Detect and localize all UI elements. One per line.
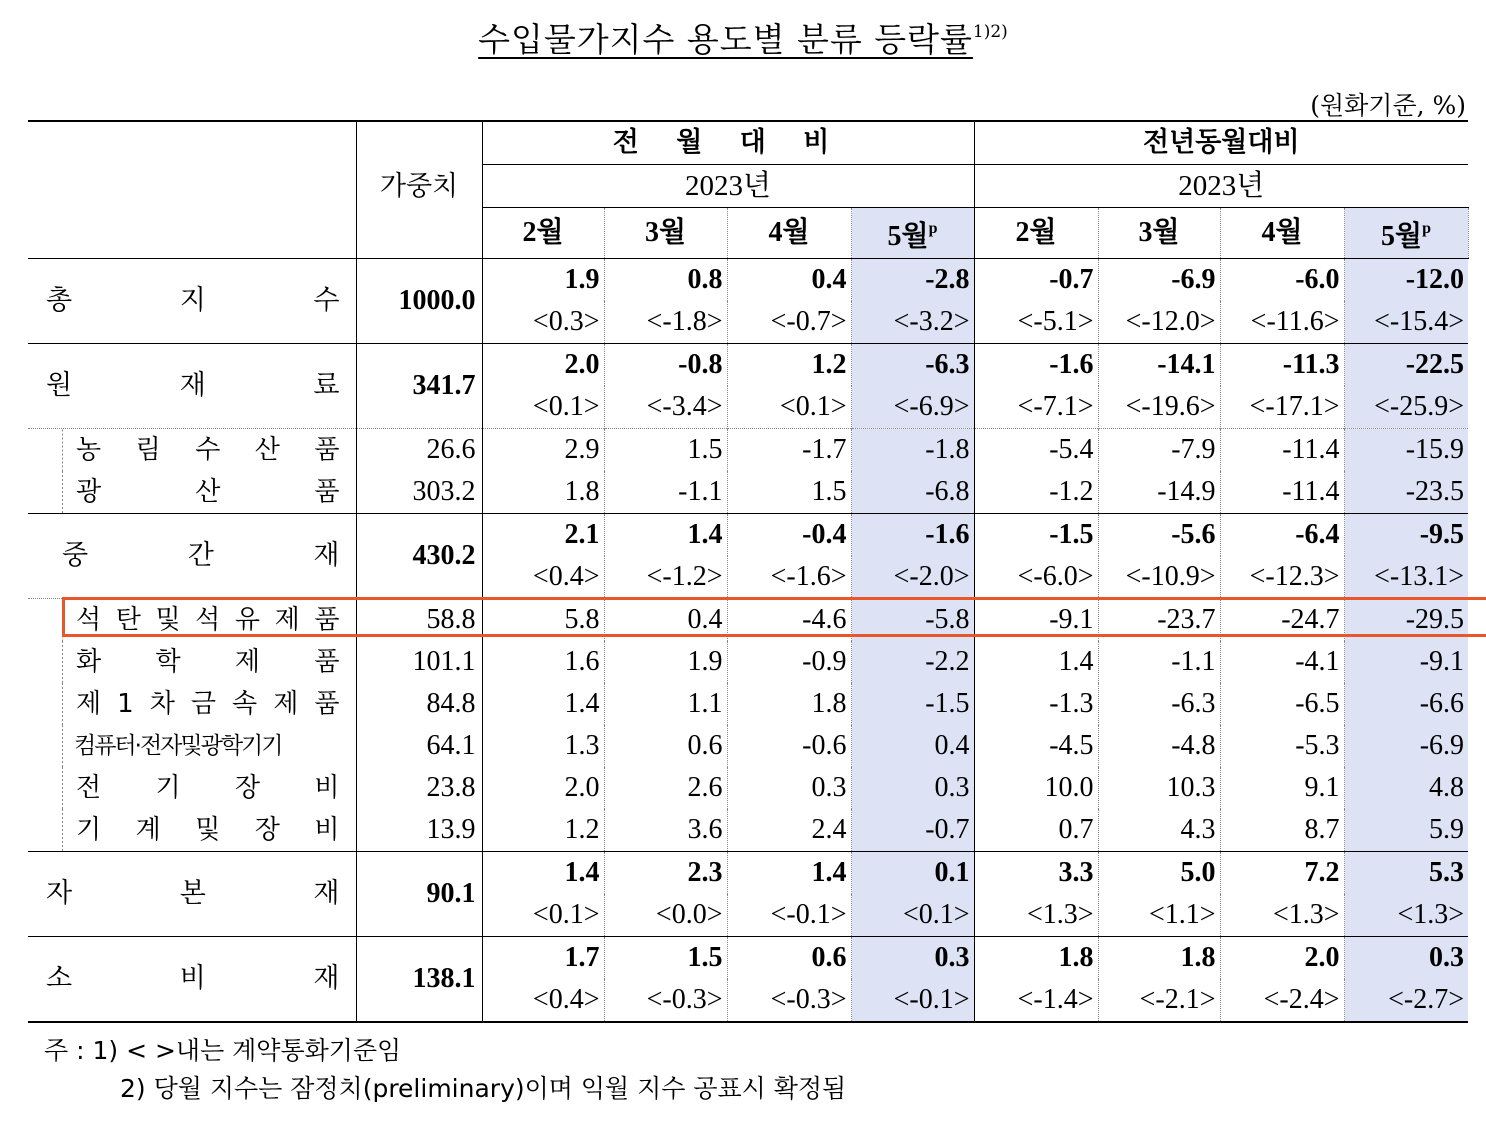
label-char: 제 [234, 647, 261, 677]
value-consumer-yoy-contract-3: <-2.1> [1098, 979, 1220, 1022]
note-1: 주 : 1) < >내는 계약통화기준임 [44, 1036, 402, 1065]
value-machine-yoy-3: 4.3 [1098, 809, 1220, 852]
value-coal-mom-3: 0.4 [604, 599, 727, 642]
value-raw-mom-4: 1.2 [727, 344, 851, 387]
value-chem-mom-4: -0.9 [727, 641, 851, 683]
weight-computer: 64.1 [356, 725, 482, 767]
label-char: 석 [76, 605, 102, 635]
label-char: 재 [313, 540, 340, 571]
label-char: 속 [232, 689, 258, 719]
value-raw-mom-5: -6.3 [851, 344, 974, 387]
value-intermediate-yoy-contract-5: <-13.1> [1344, 556, 1468, 599]
preliminary-mark: p [928, 220, 938, 237]
label-char: 림 [135, 435, 161, 465]
label-char: 광 [76, 477, 102, 507]
row-label-agri [28, 429, 356, 472]
label-char: 중 [62, 540, 89, 571]
row-chem [28, 641, 1468, 683]
value-consumer-mom-contract-4: <-0.3> [727, 979, 851, 1022]
value-intermediate-yoy-4: -6.4 [1220, 514, 1344, 557]
month-label: 4월 [1261, 217, 1303, 248]
value-capital-yoy-contract-3: <1.1> [1098, 894, 1220, 937]
label-char: 장 [254, 815, 280, 845]
weight-elec: 23.8 [356, 767, 482, 809]
value-consumer-mom-contract-5: <-0.1> [851, 979, 974, 1022]
row-label-chars [62, 535, 340, 577]
label-char: 지 [179, 285, 206, 316]
value-total-yoy-5: -12.0 [1344, 259, 1468, 302]
value-total-mom-3: 0.8 [604, 259, 727, 302]
value-total-yoy-4: -6.0 [1220, 259, 1344, 302]
notes [44, 1032, 846, 1108]
row-label-chars [46, 958, 340, 1000]
value-total-yoy-3: -6.9 [1098, 259, 1220, 302]
label-char: 료 [313, 370, 340, 401]
value-elec-yoy-2: 10.0 [974, 767, 1098, 809]
value-consumer-mom-2: 1.7 [482, 937, 604, 980]
label-char: 재 [313, 963, 340, 994]
value-total-yoy-2: -0.7 [974, 259, 1098, 302]
row-label-total [28, 259, 356, 344]
value-capital-yoy-4: 7.2 [1220, 852, 1344, 895]
row-mineral [28, 471, 1468, 514]
label-char: 제 [76, 689, 102, 719]
row-capital [28, 852, 1468, 895]
row-label-chars [76, 471, 340, 513]
value-raw-yoy-3: -14.1 [1098, 344, 1220, 387]
header-year-mom: 2023년 [482, 165, 974, 208]
row-label-machine [28, 809, 356, 852]
label-char: 제 [274, 605, 300, 635]
value-intermediate-mom-contract-5: <-2.0> [851, 556, 974, 599]
value-capital-mom-contract-3: <0.0> [604, 894, 727, 937]
row-metal [28, 683, 1468, 725]
row-elec [28, 767, 1468, 809]
row-label-chars [76, 683, 340, 725]
value-chem-yoy-4: -4.1 [1220, 641, 1344, 683]
value-machine-yoy-5: 5.9 [1344, 809, 1468, 852]
label-char: 장 [234, 773, 261, 803]
label-char: 탄 [115, 605, 141, 635]
value-intermediate-mom-3: 1.4 [604, 514, 727, 557]
header-month-mom-3 [604, 208, 727, 259]
value-machine-yoy-4: 8.7 [1220, 809, 1344, 852]
label-char: 전 [76, 773, 102, 803]
value-chem-mom-3: 1.9 [604, 641, 727, 683]
value-consumer-yoy-5: 0.3 [1344, 937, 1468, 980]
value-computer-yoy-4: -5.3 [1220, 725, 1344, 767]
value-elec-mom-4: 0.3 [727, 767, 851, 809]
label-char: 기 [76, 815, 102, 845]
row-label-mineral [28, 471, 356, 514]
value-consumer-mom-contract-2: <0.4> [482, 979, 604, 1022]
value-consumer-mom-3: 1.5 [604, 937, 727, 980]
label-char: 원 [46, 370, 73, 401]
value-consumer-mom-contract-3: <-0.3> [604, 979, 727, 1022]
row-consumer [28, 937, 1468, 980]
row-label-chars [76, 809, 340, 851]
label-char: 품 [314, 435, 340, 465]
header-month-mom-4 [727, 208, 851, 259]
value-raw-mom-contract-2: <0.1> [482, 386, 604, 429]
value-total-mom-contract-2: <0.3> [482, 301, 604, 344]
row-label-metal [28, 683, 356, 725]
value-intermediate-mom-4: -0.4 [727, 514, 851, 557]
label-char: 농 [76, 435, 102, 465]
value-mineral-mom-2: 1.8 [482, 471, 604, 514]
value-machine-mom-4: 2.4 [727, 809, 851, 852]
value-coal-yoy-5: -29.5 [1344, 599, 1468, 642]
label-char: 산 [254, 435, 280, 465]
value-metal-yoy-3: -6.3 [1098, 683, 1220, 725]
value-total-yoy-contract-5: <-15.4> [1344, 301, 1468, 344]
value-consumer-yoy-2: 1.8 [974, 937, 1098, 980]
value-agri-yoy-4: -11.4 [1220, 429, 1344, 472]
value-intermediate-yoy-contract-2: <-6.0> [974, 556, 1098, 599]
header-year-yoy: 2023년 [974, 165, 1468, 208]
value-agri-yoy-2: -5.4 [974, 429, 1098, 472]
month-label: 4월 [768, 217, 810, 248]
value-total-yoy-contract-2: <-5.1> [974, 301, 1098, 344]
value-capital-mom-3: 2.3 [604, 852, 727, 895]
value-machine-mom-5: -0.7 [851, 809, 974, 852]
label-char: 수 [195, 435, 221, 465]
value-intermediate-mom-contract-4: <-1.6> [727, 556, 851, 599]
value-metal-yoy-4: -6.5 [1220, 683, 1344, 725]
value-mineral-yoy-5: -23.5 [1344, 471, 1468, 514]
value-computer-yoy-5: -6.9 [1344, 725, 1468, 767]
value-agri-mom-5: -1.8 [851, 429, 974, 472]
label-char: 품 [314, 689, 340, 719]
weight-metal: 84.8 [356, 683, 482, 725]
value-total-mom-2: 1.9 [482, 259, 604, 302]
row-label-capital [28, 852, 356, 937]
value-coal-yoy-3: -23.7 [1098, 599, 1220, 642]
value-mineral-yoy-4: -11.4 [1220, 471, 1344, 514]
value-consumer-yoy-contract-4: <-2.4> [1220, 979, 1344, 1022]
header-month-yoy-2 [974, 208, 1098, 259]
weight-intermediate: 430.2 [356, 514, 482, 599]
weight-machine: 13.9 [356, 809, 482, 852]
value-consumer-yoy-contract-5: <-2.7> [1344, 979, 1468, 1022]
value-consumer-yoy-4: 2.0 [1220, 937, 1344, 980]
row-label-chars [46, 873, 340, 915]
month-label: 2월 [1015, 217, 1057, 248]
label-char: 비 [314, 815, 340, 845]
value-chem-mom-5: -2.2 [851, 641, 974, 683]
value-coal-mom-4: -4.6 [727, 599, 851, 642]
row-label-chars [76, 641, 340, 683]
label-char: 산 [195, 477, 221, 507]
row-total [28, 259, 1468, 302]
month-label: 5월 [1381, 221, 1423, 252]
label-char: 품 [314, 477, 340, 507]
value-intermediate-yoy-2: -1.5 [974, 514, 1098, 557]
row-label-text: 컴퓨터·전자및광학기기 [74, 733, 282, 759]
value-chem-yoy-2: 1.4 [974, 641, 1098, 683]
value-intermediate-mom-contract-2: <0.4> [482, 556, 604, 599]
import-price-table [28, 120, 1469, 1023]
value-raw-mom-contract-3: <-3.4> [604, 386, 727, 429]
header-mom: 전 월 대 비 [482, 121, 974, 165]
row-label-chars [46, 365, 340, 407]
value-consumer-yoy-contract-2: <-1.4> [974, 979, 1098, 1022]
value-consumer-mom-4: 0.6 [727, 937, 851, 980]
value-capital-mom-contract-5: <0.1> [851, 894, 974, 937]
label-char: 계 [135, 815, 161, 845]
label-char: 간 [187, 540, 214, 571]
value-intermediate-yoy-contract-3: <-10.9> [1098, 556, 1220, 599]
row-label-intermediate [28, 514, 356, 599]
value-capital-yoy-contract-2: <1.3> [974, 894, 1098, 937]
month-label: 3월 [644, 217, 687, 248]
value-intermediate-mom-contract-3: <-1.2> [604, 556, 727, 599]
label-char: 소 [46, 963, 73, 994]
value-metal-mom-5: -1.5 [851, 683, 974, 725]
label-char: 및 [195, 815, 221, 845]
value-total-yoy-contract-3: <-12.0> [1098, 301, 1220, 344]
row-label-chars [46, 280, 340, 322]
value-intermediate-mom-2: 2.1 [482, 514, 604, 557]
value-raw-mom-contract-5: <-6.9> [851, 386, 974, 429]
value-coal-yoy-4: -24.7 [1220, 599, 1344, 642]
label-char: 기 [155, 773, 181, 803]
value-coal-mom-2: 5.8 [482, 599, 604, 642]
value-total-mom-contract-4: <-0.7> [727, 301, 851, 344]
value-raw-mom-contract-4: <0.1> [727, 386, 851, 429]
row-intermediate [28, 514, 1468, 557]
value-capital-yoy-contract-5: <1.3> [1344, 894, 1468, 937]
weight-consumer: 138.1 [356, 937, 482, 1023]
label-char: 품 [314, 647, 340, 677]
header-month-yoy-4 [1220, 208, 1344, 259]
table-title [0, 14, 1486, 61]
row-label-chem [28, 641, 356, 683]
label-char: 비 [179, 963, 206, 994]
value-raw-yoy-contract-4: <-17.1> [1220, 386, 1344, 429]
value-mineral-yoy-3: -14.9 [1098, 471, 1220, 514]
value-raw-mom-3: -0.8 [604, 344, 727, 387]
value-mineral-yoy-2: -1.2 [974, 471, 1098, 514]
value-raw-yoy-4: -11.3 [1220, 344, 1344, 387]
value-raw-yoy-2: -1.6 [974, 344, 1098, 387]
value-elec-mom-3: 2.6 [604, 767, 727, 809]
value-raw-yoy-contract-5: <-25.9> [1344, 386, 1468, 429]
value-raw-yoy-contract-2: <-7.1> [974, 386, 1098, 429]
label-char: 석 [195, 605, 221, 635]
value-raw-yoy-5: -22.5 [1344, 344, 1468, 387]
value-mineral-mom-3: -1.1 [604, 471, 727, 514]
value-elec-yoy-3: 10.3 [1098, 767, 1220, 809]
preliminary-mark: p [1422, 220, 1432, 237]
header-row-1 [28, 121, 1468, 165]
value-capital-mom-5: 0.1 [851, 852, 974, 895]
value-capital-yoy-contract-4: <1.3> [1220, 894, 1344, 937]
weight-coal: 58.8 [356, 599, 482, 642]
row-agri [28, 429, 1468, 472]
header-month-mom-5 [851, 208, 974, 259]
month-label: 5월 [887, 221, 929, 252]
row-label-chars [76, 429, 340, 471]
header-yoy: 전년동월대비 [974, 121, 1468, 165]
label-char: 품 [314, 605, 340, 635]
label-char: 재 [313, 878, 340, 909]
header-blank [28, 121, 356, 259]
row-label-consumer [28, 937, 356, 1023]
value-computer-yoy-3: -4.8 [1098, 725, 1220, 767]
row-label-raw [28, 344, 356, 429]
value-consumer-mom-5: 0.3 [851, 937, 974, 980]
label-char: 제 [273, 689, 299, 719]
value-computer-mom-5: 0.4 [851, 725, 974, 767]
month-label: 2월 [522, 217, 564, 248]
row-machine [28, 809, 1468, 852]
value-computer-yoy-2: -4.5 [974, 725, 1098, 767]
value-machine-mom-2: 1.2 [482, 809, 604, 852]
value-elec-yoy-4: 9.1 [1220, 767, 1344, 809]
value-metal-yoy-2: -1.3 [974, 683, 1098, 725]
value-chem-yoy-3: -1.1 [1098, 641, 1220, 683]
value-metal-mom-3: 1.1 [604, 683, 727, 725]
value-capital-yoy-5: 5.3 [1344, 852, 1468, 895]
value-intermediate-yoy-contract-4: <-12.3> [1220, 556, 1344, 599]
value-coal-mom-5: -5.8 [851, 599, 974, 642]
value-agri-mom-4: -1.7 [727, 429, 851, 472]
value-elec-mom-5: 0.3 [851, 767, 974, 809]
label-char: 본 [179, 878, 206, 909]
title-footnote-marks: 1)2) [972, 22, 1008, 42]
value-capital-mom-4: 1.4 [727, 852, 851, 895]
value-total-mom-5: -2.8 [851, 259, 974, 302]
note-2: 2) 당월 지수는 잠정치(preliminary)이며 익월 지수 공표시 확정됨 [120, 1074, 847, 1103]
row-label-coal [28, 599, 356, 642]
value-total-mom-contract-5: <-3.2> [851, 301, 974, 344]
label-char: 재 [179, 370, 206, 401]
value-elec-yoy-5: 4.8 [1344, 767, 1468, 809]
label-char: 총 [46, 285, 73, 316]
weight-total: 1000.0 [356, 259, 482, 344]
value-total-mom-contract-3: <-1.8> [604, 301, 727, 344]
value-raw-yoy-contract-3: <-19.6> [1098, 386, 1220, 429]
value-computer-mom-4: -0.6 [727, 725, 851, 767]
label-char: 비 [314, 773, 340, 803]
value-metal-mom-2: 1.4 [482, 683, 604, 725]
label-char: 차 [149, 689, 175, 719]
label-char: 자 [46, 878, 73, 909]
value-total-mom-4: 0.4 [727, 259, 851, 302]
label-char: 1 [117, 689, 134, 719]
value-mineral-mom-4: 1.5 [727, 471, 851, 514]
row-computer [28, 725, 1468, 767]
weight-capital: 90.1 [356, 852, 482, 937]
value-capital-yoy-3: 5.0 [1098, 852, 1220, 895]
value-mineral-mom-5: -6.8 [851, 471, 974, 514]
row-label-chars [76, 599, 340, 641]
row-label-elec [28, 767, 356, 809]
label-char: 학 [155, 647, 181, 677]
value-total-yoy-contract-4: <-11.6> [1220, 301, 1344, 344]
value-metal-yoy-5: -6.6 [1344, 683, 1468, 725]
label-char: 화 [76, 647, 102, 677]
row-raw [28, 344, 1468, 387]
value-intermediate-yoy-5: -9.5 [1344, 514, 1468, 557]
row-label-computer [28, 725, 356, 767]
value-machine-mom-3: 3.6 [604, 809, 727, 852]
weight-mineral: 303.2 [356, 471, 482, 514]
value-intermediate-yoy-3: -5.6 [1098, 514, 1220, 557]
value-agri-mom-3: 1.5 [604, 429, 727, 472]
month-label: 3월 [1138, 217, 1180, 248]
value-computer-mom-3: 0.6 [604, 725, 727, 767]
header-month-mom-2 [482, 208, 604, 259]
header-weight: 가중치 [356, 121, 482, 259]
value-agri-yoy-5: -15.9 [1344, 429, 1468, 472]
row-coal [28, 599, 1468, 642]
unit-label: (원화기준, %) [1310, 91, 1466, 120]
value-chem-mom-2: 1.6 [482, 641, 604, 683]
value-metal-mom-4: 1.8 [727, 683, 851, 725]
header-month-yoy-3 [1098, 208, 1220, 259]
value-capital-mom-contract-2: <0.1> [482, 894, 604, 937]
value-elec-mom-2: 2.0 [482, 767, 604, 809]
value-intermediate-mom-5: -1.6 [851, 514, 974, 557]
label-char: 및 [155, 605, 181, 635]
value-machine-yoy-2: 0.7 [974, 809, 1098, 852]
header-month-yoy-5 [1344, 208, 1468, 259]
title-text: 수입물가지수 용도별 분류 등락률 [478, 20, 973, 59]
weight-chem: 101.1 [356, 641, 482, 683]
weight-raw: 341.7 [356, 344, 482, 429]
label-char: 수 [313, 285, 340, 316]
value-raw-mom-2: 2.0 [482, 344, 604, 387]
value-agri-mom-2: 2.9 [482, 429, 604, 472]
value-capital-mom-contract-4: <-0.1> [727, 894, 851, 937]
label-char: 유 [234, 605, 260, 635]
value-chem-yoy-5: -9.1 [1344, 641, 1468, 683]
value-coal-yoy-2: -9.1 [974, 599, 1098, 642]
value-capital-mom-2: 1.4 [482, 852, 604, 895]
weight-agri: 26.6 [356, 429, 482, 472]
label-char: 금 [190, 689, 217, 719]
row-label-chars [76, 767, 340, 809]
value-consumer-yoy-3: 1.8 [1098, 937, 1220, 980]
value-computer-mom-2: 1.3 [482, 725, 604, 767]
value-capital-yoy-2: 3.3 [974, 852, 1098, 895]
value-agri-yoy-3: -7.9 [1098, 429, 1220, 472]
